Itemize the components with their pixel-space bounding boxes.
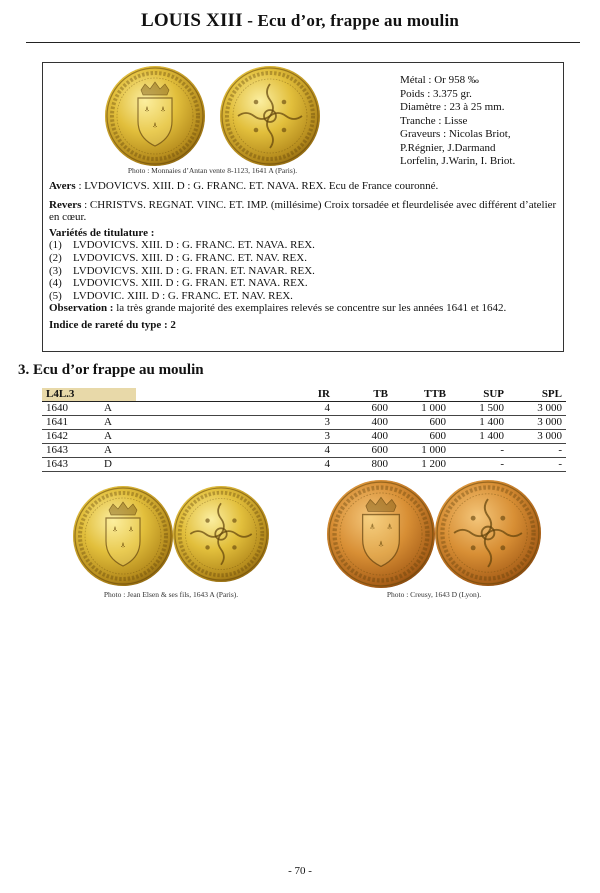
variety-item: (3) LVDOVICVS. XIII. D : G. FRAN. ET. NAVAR. REX. xyxy=(49,264,315,277)
revers-label: Revers xyxy=(49,198,82,211)
coin-description xyxy=(49,180,557,335)
spec-metal: Métal : Or 958 ‰ xyxy=(400,74,479,86)
col-header-ir: IR xyxy=(136,388,334,402)
photo-caption-paris: Photo : Jean Elsen & ses fils, 1643 A (Paris). xyxy=(103,590,239,599)
revers-text: : CHRISTVS. REGNAT. VINC. ET. IMP. (millésime) Croix torsadée et fleurdelisée avec différent d’atelier en cœur. xyxy=(49,198,557,224)
page-title-sub: - Ecu d’or, frappe au moulin xyxy=(242,11,460,30)
observation-label: Observation : xyxy=(49,302,114,315)
variety-item: (1) LVDOVICVS. XIII. D : G. FRANC. ET. NAVA. REX. xyxy=(49,239,315,252)
page-number: - 70 - xyxy=(288,865,312,877)
variety-item: (5) LVDOVIC. XIII. D : G. FRANC. ET. NAV. REX. xyxy=(49,289,293,302)
col-header-tb: TB xyxy=(334,388,392,402)
table-row: 1640 A 4 600 1 000 1 500 3 000 xyxy=(42,402,566,416)
table-header-row xyxy=(42,388,566,402)
table-row: 1642 A 3 400 600 1 400 3 000 xyxy=(42,430,566,444)
col-header-ttb: TTB xyxy=(392,388,450,402)
spec-edge: Tranche : Lisse xyxy=(400,114,468,127)
photo-paris-obverse-image xyxy=(73,486,173,586)
revers-paragraph xyxy=(49,199,557,224)
avers-text: : LVDOVICVS. XIII. D : G. FRANC. ET. NAVA. REX. Ecu de France couronné. xyxy=(75,180,439,192)
page-title-main: LOUIS XIII xyxy=(140,10,243,31)
spec-diameter: Diamètre : 23 à 25 mm. xyxy=(400,101,505,113)
avers-label: Avers xyxy=(49,180,76,192)
variety-item: (4) LVDOVICVS. XIII. D : G. FRAN. ET. NAVA. REX. xyxy=(49,277,308,290)
page-title xyxy=(0,10,600,32)
photo-paris-reverse-image xyxy=(173,486,269,582)
spec-engravers-3: Lorfelin, J.Warin, I. Briot. xyxy=(400,155,516,167)
spec-engravers-2: P.Régnier, J.Darmand xyxy=(400,141,496,154)
variety-item: (2) LVDOVICVS. XIII. D : G. FRANC. ET. NAV. REX. xyxy=(49,251,307,264)
photo-caption: Photo : Monnaies d’Antan vente 8-1123, 1641 A (Paris). xyxy=(127,166,298,175)
observation-text: la très grande majorité des exemplaires relevés se concentre sur les années 1641 et 1642. xyxy=(113,302,507,315)
coin-reverse-image xyxy=(220,66,320,166)
spec-weight: Poids : 3.375 gr. xyxy=(400,87,472,100)
coin-info-box xyxy=(42,62,564,352)
observation-paragraph xyxy=(49,302,557,315)
title-divider xyxy=(26,42,580,43)
price-table xyxy=(42,388,566,472)
rarity-index: Indice de rareté du type : 2 xyxy=(49,318,176,331)
col-header-reference: L4L.3 xyxy=(42,388,136,402)
table-row: 1643 A 4 600 1 000 - - xyxy=(42,444,566,458)
photo-lyon-reverse-image xyxy=(435,480,541,586)
col-header-sup: SUP xyxy=(450,388,508,402)
varieties-heading: Variétés de titulature : xyxy=(49,226,155,239)
avers-paragraph xyxy=(49,180,557,193)
col-header-spl: SPL xyxy=(508,388,566,402)
table-row: 1643 D 4 800 1 200 - - xyxy=(42,458,566,472)
section-title: 3. Ecu d’or frappe au moulin xyxy=(18,362,204,378)
coin-specs xyxy=(400,74,560,169)
photo-caption-lyon: Photo : Creusy, 1643 D (Lyon). xyxy=(386,590,482,599)
photo-lyon-obverse-image xyxy=(327,480,435,588)
spec-engravers: Graveurs : Nicolas Briot, xyxy=(400,128,511,140)
table-row: 1641 A 3 400 600 1 400 3 000 xyxy=(42,416,566,430)
coin-obverse-image xyxy=(105,66,205,166)
